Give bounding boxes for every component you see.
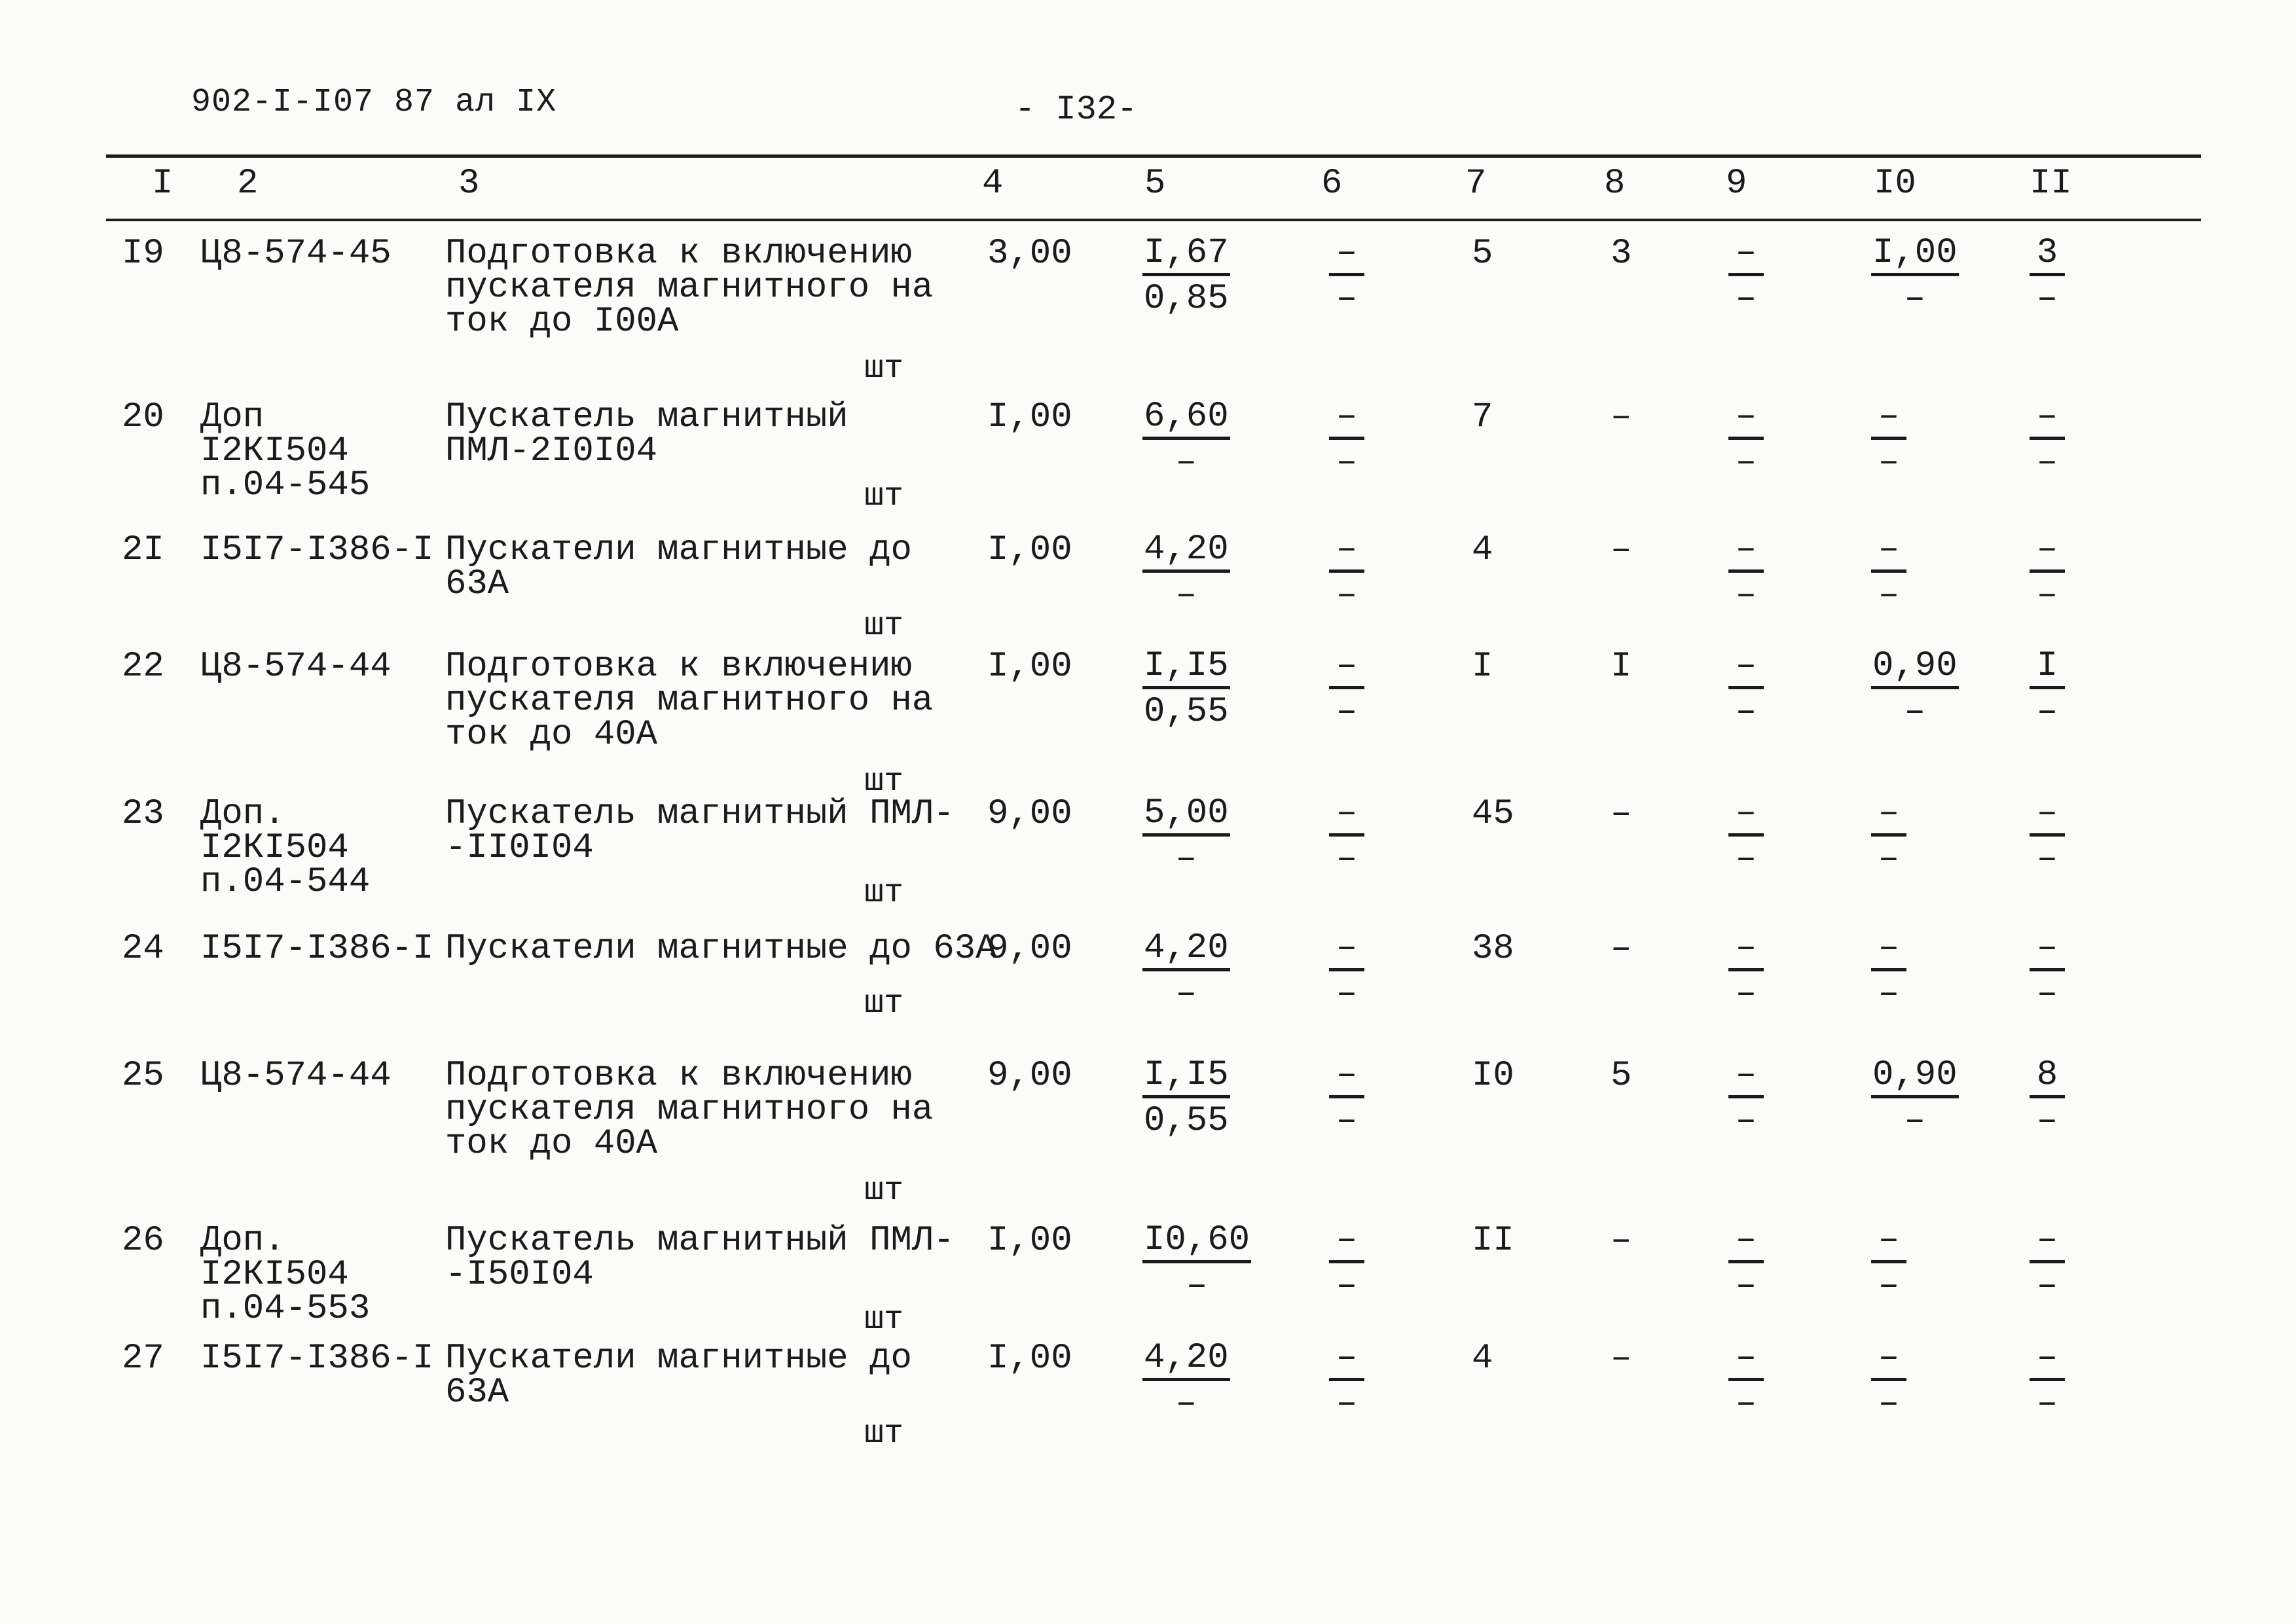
col10-value (1871, 233, 1959, 319)
col5-value (1142, 1220, 1251, 1306)
col9-value-numerator: – (1728, 1340, 1764, 1381)
col10-value-numerator: – (1871, 795, 1906, 837)
unit-label: шт (864, 763, 904, 801)
col10-value (1871, 397, 1906, 482)
col11-value (2030, 1338, 2065, 1424)
col11-value-numerator: – (2030, 930, 2065, 971)
col6-value-numerator: – (1329, 1222, 1364, 1263)
unit-label: шт (864, 985, 904, 1022)
row-number: 26 (122, 1221, 164, 1261)
row-number: I9 (122, 234, 164, 274)
code-cell: I5I7-I386-I (200, 929, 434, 969)
col8-value: – (1611, 1339, 1632, 1379)
col6-value-denominator: – (1336, 1101, 1358, 1141)
col11-value-numerator: – (2030, 1340, 2065, 1381)
col7-value: 4 (1472, 530, 1493, 570)
quantity-cell: I,00 (987, 1221, 1072, 1261)
col8-value: – (1611, 1221, 1632, 1261)
column-header-5: 5 (1144, 164, 1166, 204)
col5-value-numerator: 6,60 (1142, 399, 1230, 440)
col5-value (1142, 646, 1230, 732)
col6-value-numerator: – (1329, 235, 1364, 276)
col5-value-denominator: – (1175, 839, 1197, 879)
col9-value-numerator: – (1728, 532, 1764, 573)
column-header-3: 3 (458, 164, 480, 204)
col10-value-denominator: – (1904, 279, 1926, 319)
col11-value-denominator: – (2036, 692, 2058, 732)
row-number: 24 (122, 929, 164, 969)
col10-value-denominator: – (1878, 1384, 1900, 1424)
col9-value-denominator: – (1735, 1101, 1757, 1141)
col6-value-denominator: – (1336, 839, 1358, 879)
col5-value-denominator: – (1186, 1266, 1208, 1306)
col11-value-denominator: – (2036, 1384, 2058, 1424)
col6-value-denominator: – (1336, 575, 1358, 615)
col10-value (1871, 1055, 1959, 1141)
quantity-cell: 3,00 (987, 234, 1072, 274)
col9-value (1728, 530, 1764, 615)
col9-value-denominator: – (1735, 839, 1757, 879)
col6-value-denominator: – (1336, 1266, 1358, 1306)
col6-value-numerator: – (1329, 532, 1364, 573)
col8-value: – (1611, 929, 1632, 969)
description-cell: Пускатели магнитные до 63А (445, 1339, 912, 1413)
col5-value-numerator: 4,20 (1142, 1340, 1230, 1381)
col9-value-numerator: – (1728, 930, 1764, 971)
col6-value (1329, 646, 1364, 732)
col7-value: 4 (1472, 1339, 1493, 1379)
col8-value: – (1611, 794, 1632, 834)
col9-value-denominator: – (1735, 974, 1757, 1014)
col9-value-denominator: – (1735, 279, 1757, 319)
col6-value (1329, 397, 1364, 482)
row-number: 27 (122, 1339, 164, 1379)
col5-value-denominator: – (1175, 442, 1197, 482)
col11-value (2030, 233, 2065, 319)
column-header-7: 7 (1465, 164, 1487, 204)
col5-value-denominator: – (1175, 1384, 1197, 1424)
col9-value (1728, 233, 1764, 319)
col11-value-denominator: – (2036, 575, 2058, 615)
row-number: 20 (122, 397, 164, 437)
col11-value-numerator: 8 (2030, 1057, 2065, 1098)
table-top-rule (106, 154, 2201, 158)
col7-value: 7 (1472, 397, 1493, 437)
col6-value-denominator: – (1336, 442, 1358, 482)
col10-value-numerator: – (1871, 1222, 1906, 1263)
col9-value-denominator: – (1735, 1384, 1757, 1424)
col5-value-denominator: – (1175, 575, 1197, 615)
col5-value-numerator: 5,00 (1142, 795, 1230, 837)
col6-value (1329, 793, 1364, 879)
col6-value (1329, 1338, 1364, 1424)
col11-value-numerator: I (2030, 648, 2065, 689)
col9-value (1728, 646, 1764, 732)
col5-value-denominator: 0,55 (1144, 1101, 1229, 1141)
col9-value-numerator: – (1728, 235, 1764, 276)
col6-value-numerator: – (1329, 795, 1364, 837)
column-header-1: I (152, 164, 173, 204)
column-header-8: 8 (1604, 164, 1626, 204)
quantity-cell: 9,00 (987, 929, 1072, 969)
col9-value-numerator: – (1728, 795, 1764, 837)
col9-value (1728, 1338, 1764, 1424)
col10-value (1871, 646, 1959, 732)
code-cell: Ц8-574-44 (200, 647, 392, 687)
col9-value-denominator: – (1735, 442, 1757, 482)
col11-value (2030, 530, 2065, 615)
col10-value-numerator: – (1871, 532, 1906, 573)
col9-value (1728, 928, 1764, 1014)
quantity-cell: I,00 (987, 397, 1072, 437)
col9-value-numerator: – (1728, 1222, 1764, 1263)
col6-value (1329, 233, 1364, 319)
col6-value (1329, 928, 1364, 1014)
col5-value (1142, 928, 1230, 1014)
col10-value-numerator: – (1871, 399, 1906, 440)
description-cell: Пускатель магнитный ПМЛ- -II0I04 (445, 794, 955, 868)
col10-value (1871, 793, 1906, 879)
unit-label: шт (864, 607, 904, 645)
description-cell: Подготовка к включению пускателя магнитного на ток до I00А (445, 234, 934, 342)
col9-value (1728, 1055, 1764, 1141)
col5-value-numerator: 4,20 (1142, 930, 1230, 971)
quantity-cell: 9,00 (987, 1056, 1072, 1096)
code-cell: I5I7-I386-I (200, 530, 434, 570)
col5-value (1142, 530, 1230, 615)
column-header-4: 4 (982, 164, 1004, 204)
code-cell: Ц8-574-44 (200, 1056, 392, 1096)
unit-label: шт (864, 1301, 904, 1339)
col11-value-numerator: – (2030, 399, 2065, 440)
row-number: 23 (122, 794, 164, 834)
quantity-cell: I,00 (987, 1339, 1072, 1379)
col10-value-denominator: – (1904, 692, 1926, 732)
col5-value (1142, 233, 1230, 319)
col11-value-numerator: – (2030, 1222, 2065, 1263)
col7-value: 38 (1472, 929, 1514, 969)
col10-value-numerator: – (1871, 930, 1906, 971)
col8-value: 3 (1611, 234, 1632, 274)
col11-value-numerator: 3 (2030, 235, 2065, 276)
col7-value: I (1472, 647, 1493, 687)
col10-value-denominator: – (1878, 839, 1900, 879)
quantity-cell: I,00 (987, 647, 1072, 687)
col11-value (2030, 646, 2065, 732)
col8-value: I (1611, 647, 1632, 687)
code-cell: Доп I2КI504 п.04-545 (200, 397, 371, 505)
col9-value-denominator: – (1735, 692, 1757, 732)
col5-value-denominator: – (1175, 974, 1197, 1014)
col10-value (1871, 928, 1906, 1014)
quantity-cell: 9,00 (987, 794, 1072, 834)
table-header-rule (106, 219, 2201, 221)
col5-value (1142, 1338, 1230, 1424)
code-cell: Доп. I2КI504 п.04-553 (200, 1221, 371, 1329)
col6-value (1329, 530, 1364, 615)
col5-value (1142, 1055, 1230, 1141)
col10-value-numerator: – (1871, 1340, 1906, 1381)
col5-value (1142, 397, 1230, 482)
col10-value (1871, 530, 1906, 615)
column-header-6: 6 (1321, 164, 1343, 204)
col11-value-denominator: – (2036, 1266, 2058, 1306)
col8-value: – (1611, 530, 1632, 570)
col11-value (2030, 1220, 2065, 1306)
col11-value (2030, 1055, 2065, 1141)
col5-value (1142, 793, 1230, 879)
col10-value-denominator: – (1904, 1101, 1926, 1141)
col6-value-numerator: – (1329, 399, 1364, 440)
col5-value-denominator: 0,55 (1144, 692, 1229, 732)
col9-value (1728, 397, 1764, 482)
col11-value-denominator: – (2036, 1101, 2058, 1141)
description-cell: Пускатель магнитный ПМЛ-2I0I04 (445, 397, 848, 471)
col11-value-numerator: – (2030, 795, 2065, 837)
col10-value-numerator: 0,90 (1871, 648, 1959, 689)
col10-value-numerator: 0,90 (1871, 1057, 1959, 1098)
col6-value-numerator: – (1329, 648, 1364, 689)
col10-value-numerator: I,00 (1871, 235, 1959, 276)
row-number: 22 (122, 647, 164, 687)
col9-value-numerator: – (1728, 648, 1764, 689)
col11-value-denominator: – (2036, 279, 2058, 319)
col11-value (2030, 793, 2065, 879)
col9-value (1728, 793, 1764, 879)
code-cell: Ц8-574-45 (200, 234, 392, 274)
col7-value: 45 (1472, 794, 1514, 834)
col6-value-numerator: – (1329, 1340, 1364, 1381)
col10-value (1871, 1338, 1906, 1424)
description-cell: Пускатели магнитные до 63А (445, 929, 997, 969)
col6-value-denominator: – (1336, 279, 1358, 319)
quantity-cell: I,00 (987, 530, 1072, 570)
col7-value: 5 (1472, 234, 1493, 274)
col6-value (1329, 1220, 1364, 1306)
document-code: 902-I-I07 87 ал IX (191, 84, 557, 121)
col7-value: II (1472, 1221, 1514, 1261)
col9-value (1728, 1220, 1764, 1306)
col11-value-denominator: – (2036, 839, 2058, 879)
unit-label: шт (864, 350, 904, 388)
description-cell: Подготовка к включению пускателя магнитного на ток до 40А (445, 647, 934, 755)
col11-value (2030, 928, 2065, 1014)
col8-value: – (1611, 397, 1632, 437)
col10-value-denominator: – (1878, 1266, 1900, 1306)
col6-value-numerator: – (1329, 930, 1364, 971)
col11-value-numerator: – (2030, 532, 2065, 573)
row-number: 25 (122, 1056, 164, 1096)
col7-value: I0 (1472, 1056, 1514, 1096)
unit-label: шт (864, 478, 904, 515)
col10-value (1871, 1220, 1906, 1306)
col6-value-denominator: – (1336, 692, 1358, 732)
col5-value-numerator: I,67 (1142, 235, 1230, 276)
col5-value-numerator: I0,60 (1142, 1222, 1251, 1263)
unit-label: шт (864, 1415, 904, 1453)
description-cell: Пускатели магнитные до 63А (445, 530, 912, 604)
col10-value-denominator: – (1878, 442, 1900, 482)
code-cell: I5I7-I386-I (200, 1339, 434, 1379)
column-header-2: 2 (237, 164, 259, 204)
col11-value-denominator: – (2036, 974, 2058, 1014)
column-header-9: 9 (1726, 164, 1747, 204)
col9-value-denominator: – (1735, 575, 1757, 615)
col9-value-denominator: – (1735, 1266, 1757, 1306)
description-cell: Подготовка к включению пускателя магнитного на ток до 40А (445, 1056, 934, 1164)
column-header-11: II (2030, 164, 2072, 204)
col11-value-denominator: – (2036, 442, 2058, 482)
col6-value (1329, 1055, 1364, 1141)
col10-value-denominator: – (1878, 974, 1900, 1014)
col9-value-numerator: – (1728, 1057, 1764, 1098)
col6-value-denominator: – (1336, 1384, 1358, 1424)
column-header-10: I0 (1874, 164, 1916, 204)
unit-label: шт (864, 875, 904, 912)
col5-value-numerator: I,I5 (1142, 1057, 1230, 1098)
col6-value-denominator: – (1336, 974, 1358, 1014)
code-cell: Доп. I2КI504 п.04-544 (200, 794, 371, 902)
col9-value-numerator: – (1728, 399, 1764, 440)
col8-value: 5 (1611, 1056, 1632, 1096)
description-cell: Пускатель магнитный ПМЛ- -I50I04 (445, 1221, 955, 1295)
unit-label: шт (864, 1172, 904, 1210)
col11-value (2030, 397, 2065, 482)
col5-value-numerator: 4,20 (1142, 532, 1230, 573)
col5-value-numerator: I,I5 (1142, 648, 1230, 689)
col10-value-denominator: – (1878, 575, 1900, 615)
page-number: - I32- (1015, 90, 1138, 129)
row-number: 2I (122, 530, 164, 570)
col6-value-numerator: – (1329, 1057, 1364, 1098)
col5-value-denominator: 0,85 (1144, 279, 1229, 319)
